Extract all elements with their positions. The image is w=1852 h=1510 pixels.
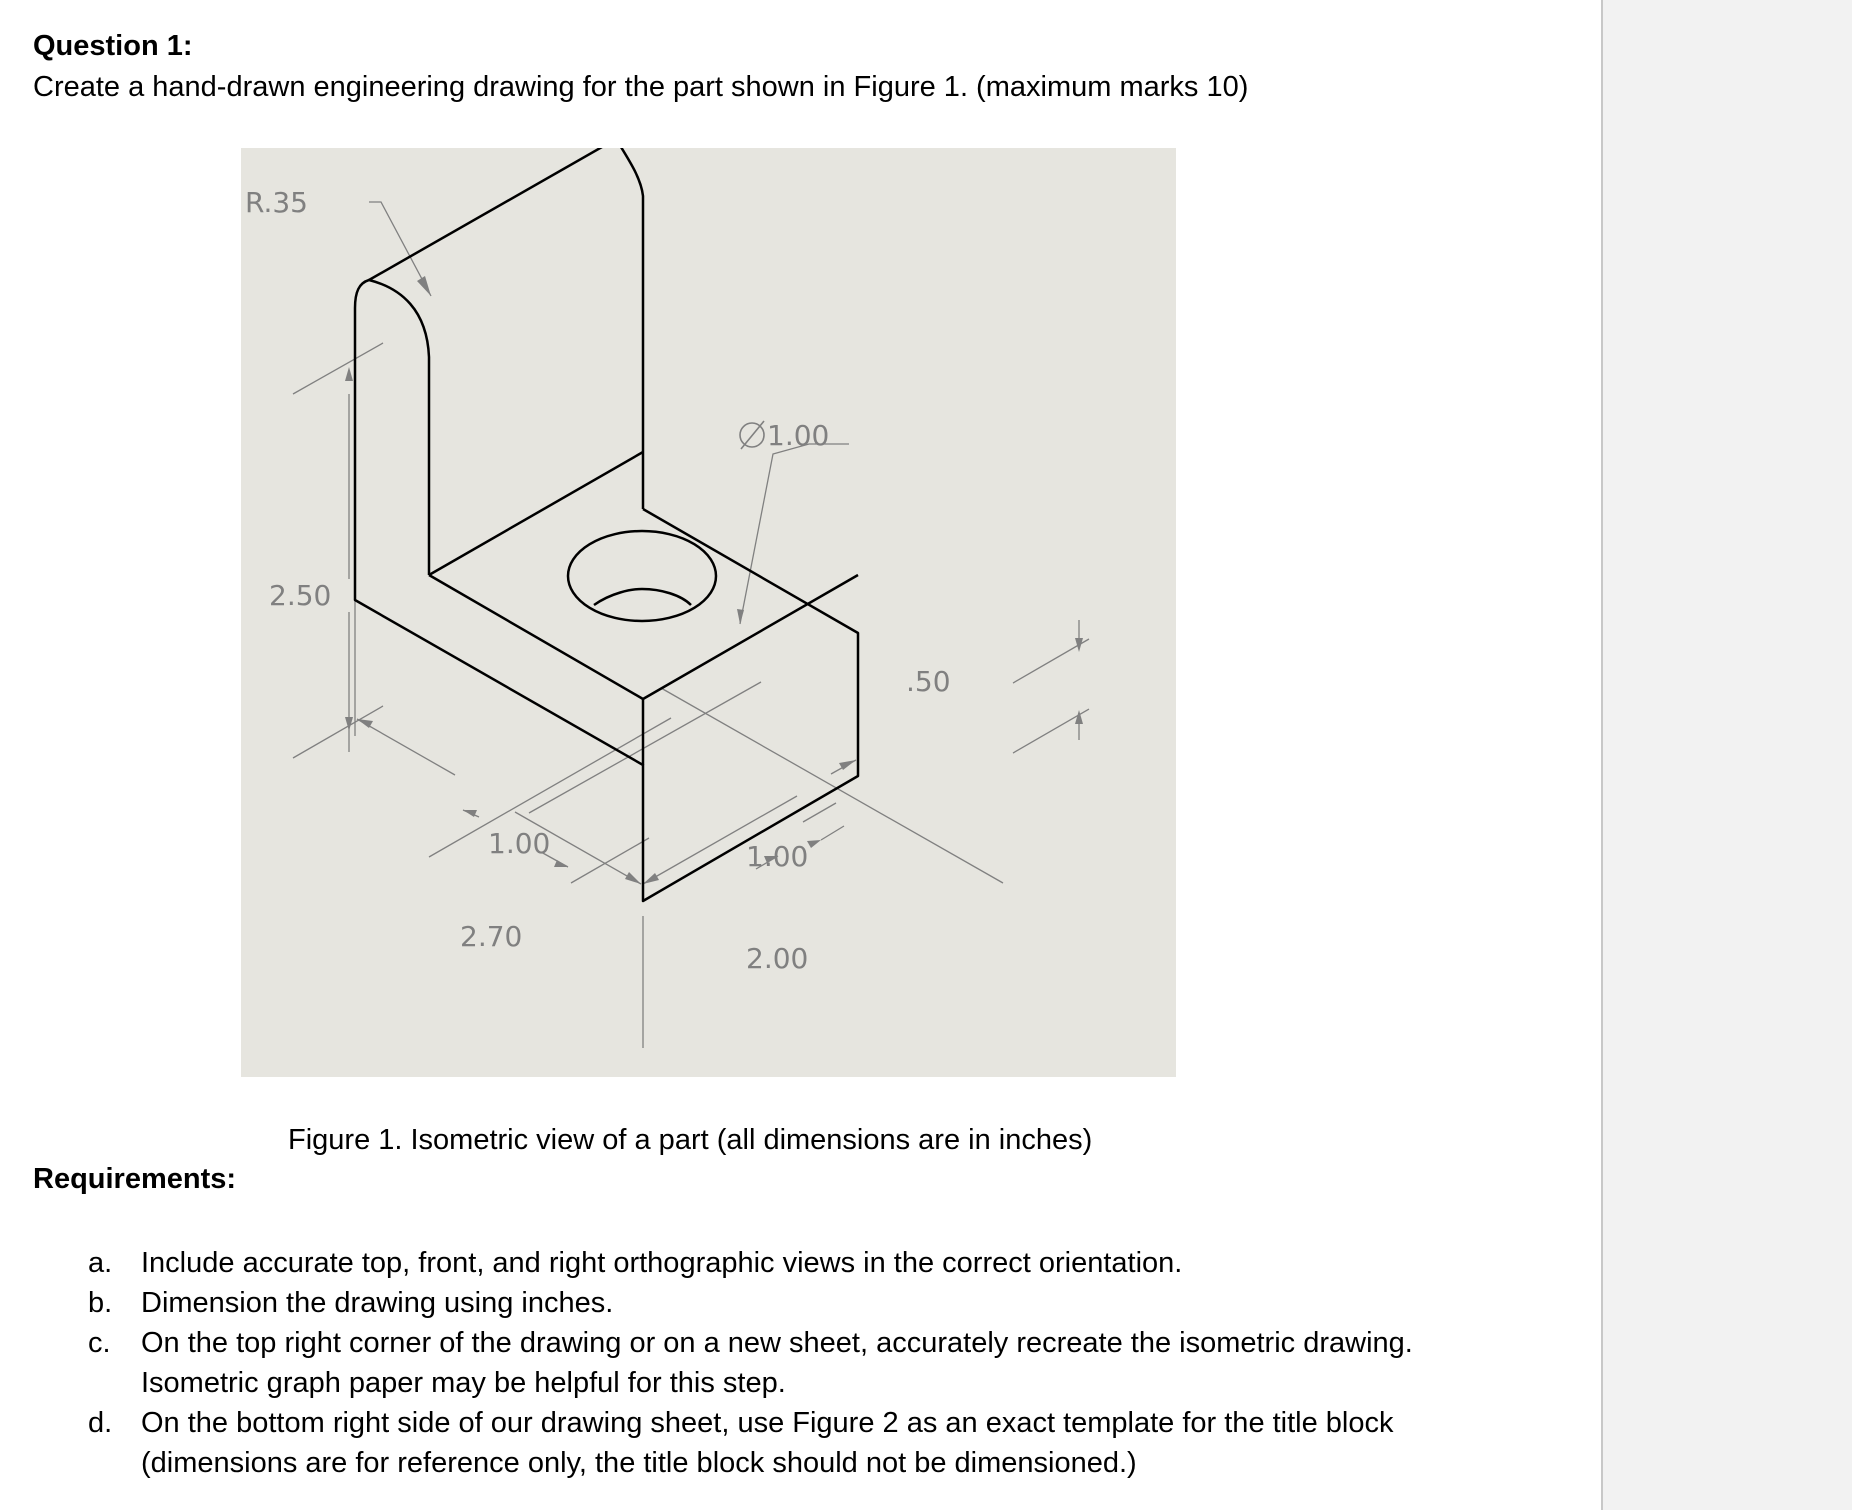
- width-label: 2.00: [746, 942, 809, 975]
- question-text: Create a hand-drawn engineering drawing for the part shown in Figure 1. (maximum marks 10): [33, 71, 1249, 103]
- hole-offset-left-label: 1.00: [488, 827, 551, 860]
- requirement-item-d: [88, 1403, 1488, 1483]
- figure-1-isometric-view: [241, 148, 1176, 1077]
- requirements-list: [88, 1243, 1488, 1483]
- requirement-item-a: [88, 1243, 1488, 1283]
- list-marker: c.: [88, 1327, 111, 1359]
- list-marker: d.: [88, 1407, 113, 1439]
- question-title: Question 1:: [33, 30, 193, 62]
- length-label: 2.70: [460, 920, 523, 953]
- requirement-text: On the top right corner of the drawing or on a new sheet, accurately recreate the isometric drawing. Isometric graph paper may be helpful for this step.: [141, 1327, 1413, 1399]
- figure-background: [241, 148, 1176, 1077]
- height-label: 2.50: [269, 579, 332, 612]
- requirement-text: Dimension the drawing using inches.: [141, 1287, 614, 1319]
- thickness-label: .50: [906, 665, 951, 698]
- list-marker: a.: [88, 1247, 113, 1279]
- requirement-item-b: [88, 1283, 1488, 1323]
- diameter-label: 1.00: [767, 419, 830, 452]
- figure-caption: Figure 1. Isometric view of a part (all dimensions are in inches): [288, 1124, 1093, 1156]
- requirement-text: Include accurate top, front, and right orthographic views in the correct orientation.: [141, 1247, 1183, 1279]
- requirement-item-c: [88, 1323, 1488, 1403]
- comments-pane: [1601, 0, 1852, 1510]
- list-marker: b.: [88, 1287, 113, 1319]
- requirement-text: On the bottom right side of our drawing sheet, use Figure 2 as an exact template for the title block (dimensions are for reference only, the title block should not be dimensioned.): [141, 1407, 1394, 1479]
- radius-label: R.35: [245, 186, 308, 219]
- requirements-title: Requirements:: [33, 1163, 237, 1195]
- isometric-drawing: [241, 148, 1176, 1077]
- hole-offset-right-label: 1.00: [746, 840, 809, 873]
